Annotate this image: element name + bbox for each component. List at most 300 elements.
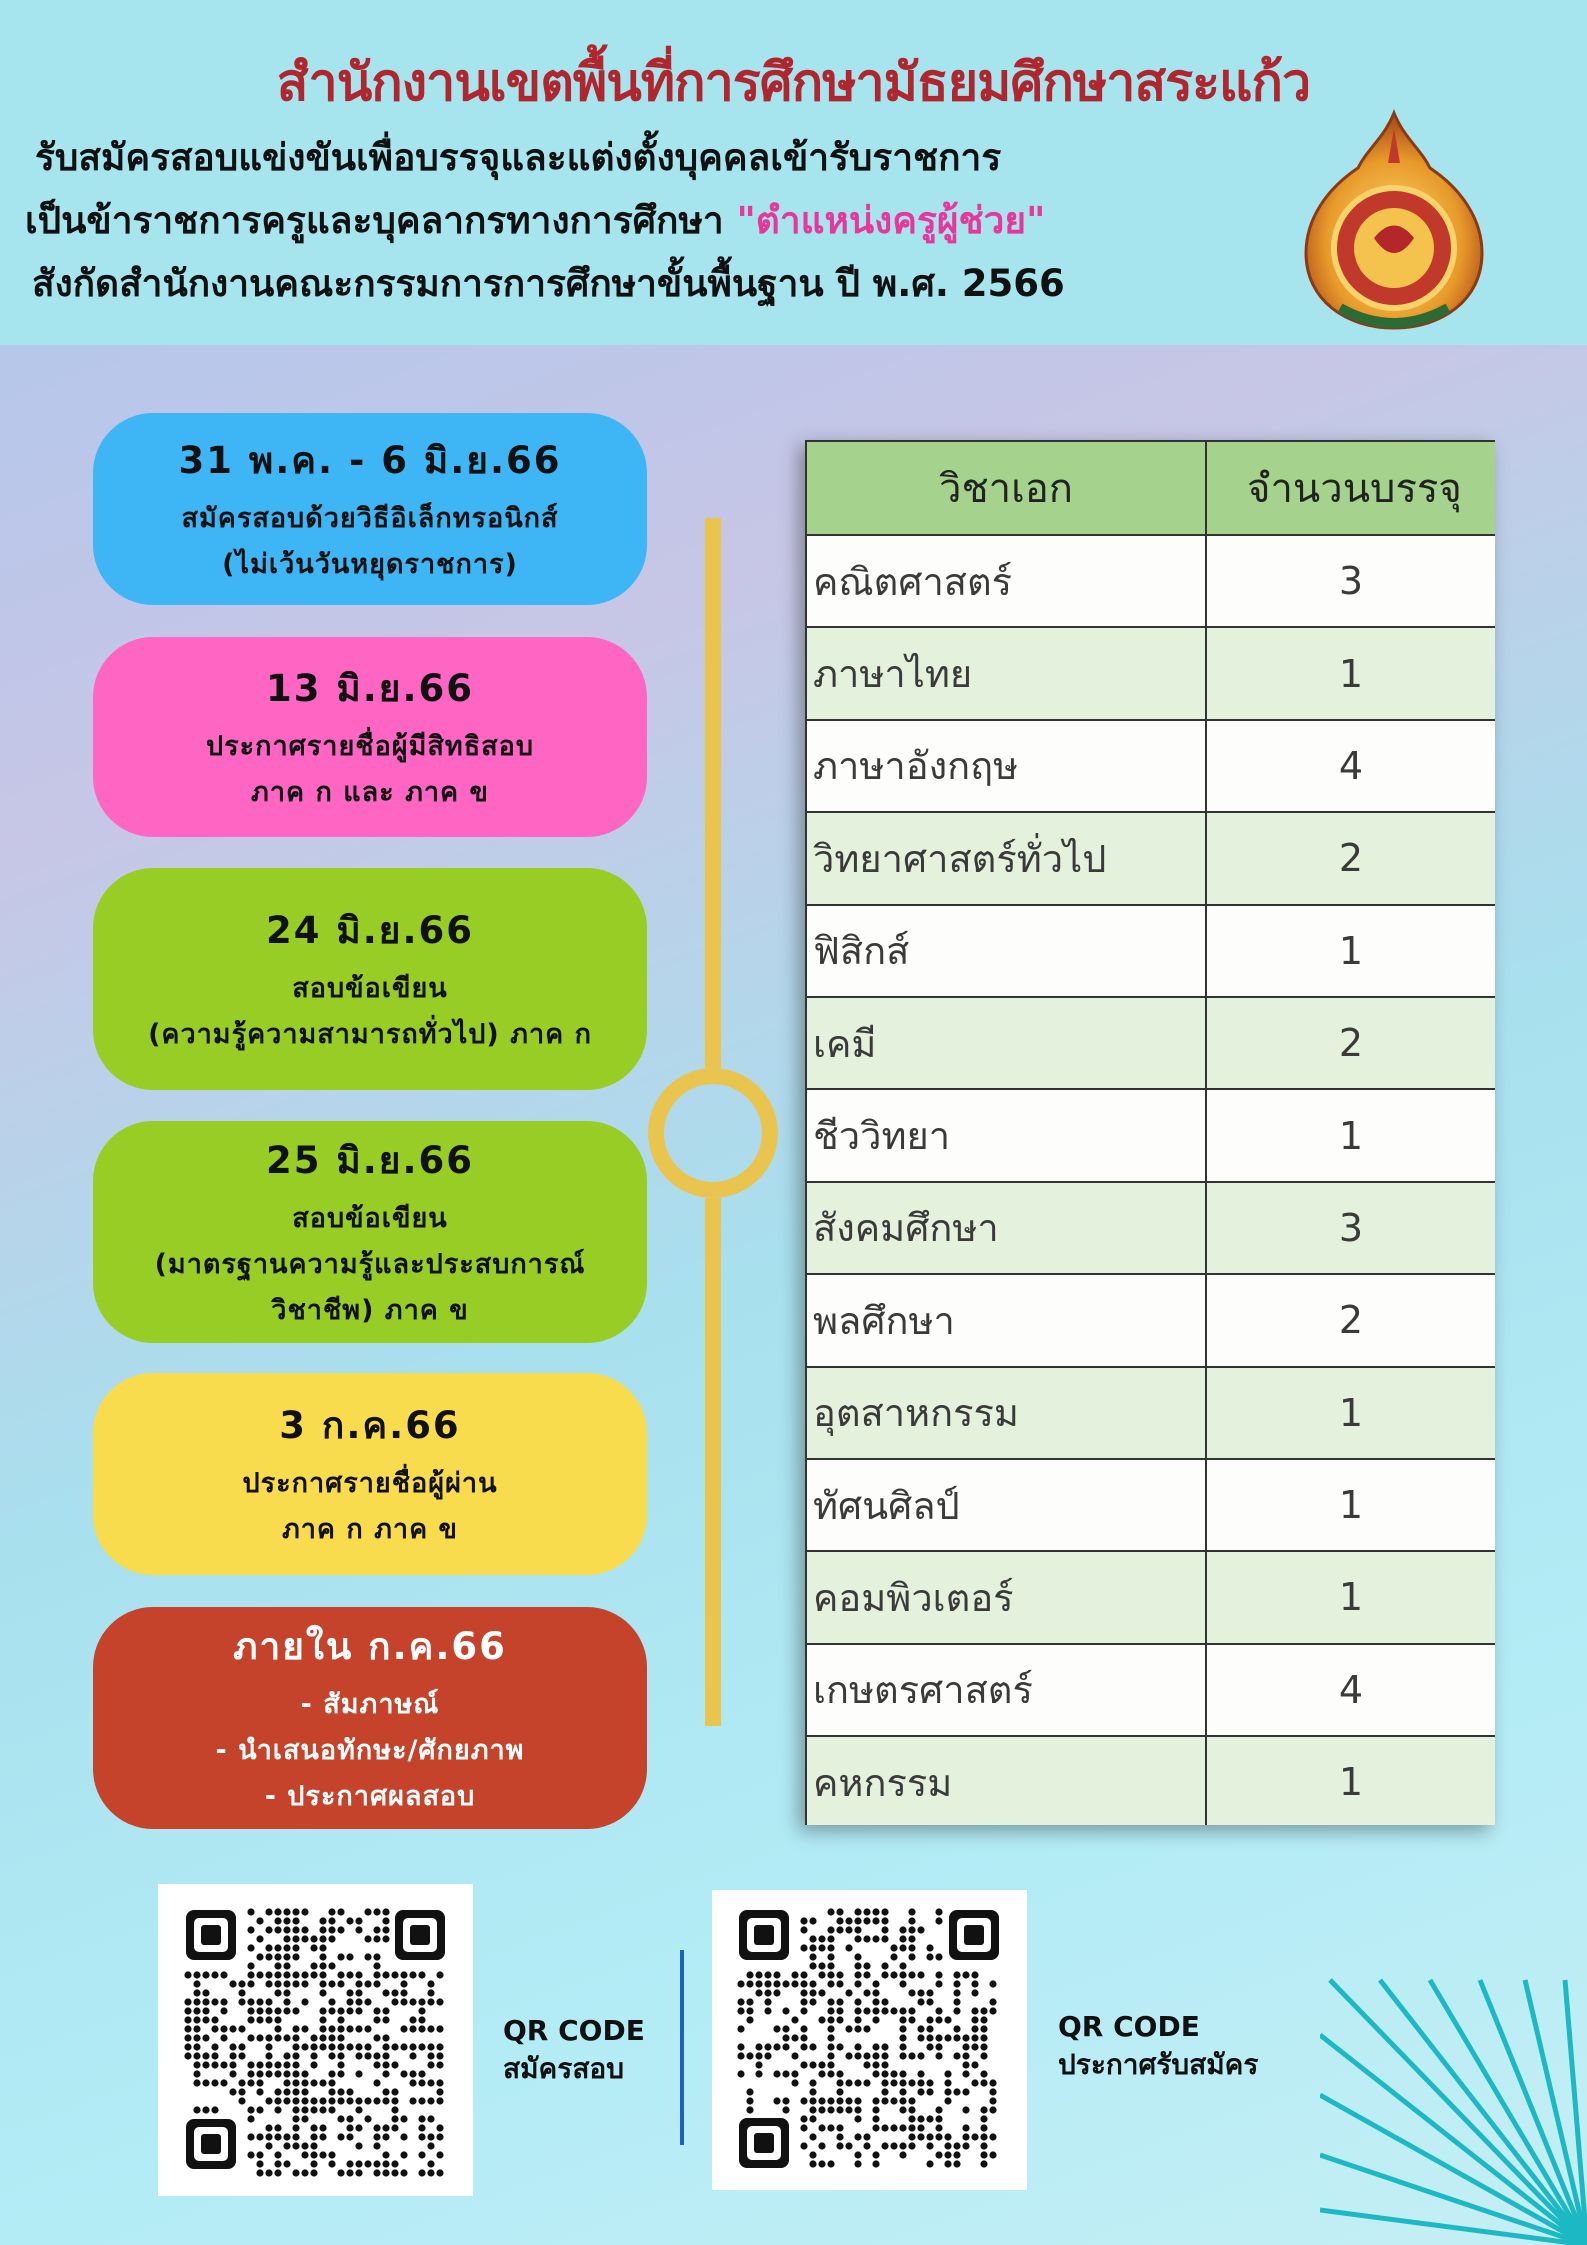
- qr-module: [899, 1962, 906, 1969]
- qr-module: [265, 2124, 272, 2131]
- qr-module: [737, 1980, 744, 1987]
- qr-module: [247, 2151, 254, 2158]
- qr-module: [953, 1971, 960, 1978]
- qr-module: [962, 2061, 969, 2068]
- qr-module: [292, 2124, 299, 2131]
- qr-module: [256, 2160, 263, 2167]
- qr-module: [764, 1989, 771, 1996]
- qr-module: [355, 2070, 362, 2077]
- qr-code-announcement[interactable]: [712, 1890, 1027, 2190]
- qr-module: [854, 1935, 861, 1942]
- qr-module: [953, 2025, 960, 2032]
- qr-module: [827, 1935, 834, 1942]
- qr-module: [355, 2043, 362, 2050]
- qr-module: [908, 1989, 915, 1996]
- qr-module: [193, 2043, 200, 2050]
- qr-module: [274, 2007, 281, 2014]
- qr-module: [436, 2097, 443, 2104]
- qr-module: [382, 1917, 389, 1924]
- qr-module: [845, 2142, 852, 2149]
- qr-module: [211, 1971, 218, 1978]
- qr-code-icon: [158, 1884, 473, 2196]
- qr-module: [436, 2052, 443, 2059]
- qr-module: [773, 2043, 780, 2050]
- qr-module: [310, 2097, 317, 2104]
- qr-module: [256, 2061, 263, 2068]
- qr-module: [917, 2034, 924, 2041]
- timeline-date: 25 มิ.ย.66: [265, 1138, 475, 1182]
- qr-module: [908, 2133, 915, 2140]
- qr-module: [274, 2133, 281, 2140]
- qr-module: [917, 2052, 924, 2059]
- qr-module: [337, 2052, 344, 2059]
- count-cell: 2: [1206, 812, 1495, 904]
- qr-module: [899, 1980, 906, 1987]
- qr-module: [854, 2097, 861, 2104]
- count-cell: 1: [1206, 1551, 1495, 1643]
- subject-cell: อุตสาหกรรม: [806, 1367, 1206, 1459]
- qr-module: [418, 2025, 425, 2032]
- qr-module: [409, 2079, 416, 2086]
- qr-module: [274, 1971, 281, 1978]
- timeline-text: (ไม่เว้นวันหยุดราชการ): [222, 548, 518, 580]
- qr-module: [908, 2115, 915, 2122]
- qr-module: [980, 2070, 987, 2077]
- qr-module: [346, 2124, 353, 2131]
- qr-module: [427, 1980, 434, 1987]
- timeline-item: [93, 868, 647, 1090]
- qr-module: [935, 1917, 942, 1924]
- qr-module: [845, 2097, 852, 2104]
- qr-module: [310, 2052, 317, 2059]
- qr-module: [319, 2124, 326, 2131]
- qr-module: [926, 1998, 933, 2005]
- qr-module: [292, 1944, 299, 1951]
- qr-module: [962, 2142, 969, 2149]
- qr-module: [238, 1998, 245, 2005]
- qr-module: [292, 1935, 299, 1942]
- timeline-text: - นำเสนอทักษะ/ศักยภาพ: [215, 1734, 525, 1766]
- qr-module: [935, 2052, 942, 2059]
- qr-module: [989, 2133, 996, 2140]
- qr-module: [827, 1998, 834, 2005]
- qr-module: [211, 2025, 218, 2032]
- qr-module: [854, 1908, 861, 1915]
- qr-module: [809, 1935, 816, 1942]
- qr-module: [755, 2052, 762, 2059]
- qr-module: [310, 1971, 317, 1978]
- qr-module: [980, 2043, 987, 2050]
- qr-module: [229, 2070, 236, 2077]
- qr-module: [364, 1935, 371, 1942]
- qr-module: [283, 1962, 290, 1969]
- qr-code-apply[interactable]: [158, 1884, 473, 2196]
- qr-module: [827, 2106, 834, 2113]
- qr-module: [980, 2007, 987, 2014]
- qr-module: [364, 1980, 371, 1987]
- qr-module: [800, 2025, 807, 2032]
- qr-module: [328, 2160, 335, 2167]
- qr-module: [935, 2106, 942, 2113]
- qr-title: QR CODE: [1058, 2010, 1200, 2043]
- qr-module: [418, 2133, 425, 2140]
- qr-module: [436, 1971, 443, 1978]
- qr-module: [373, 2097, 380, 2104]
- qr-module: [238, 2043, 245, 2050]
- subject-cell: ชีววิทยา: [806, 1089, 1206, 1181]
- qr-module: [283, 1971, 290, 1978]
- qr-module: [202, 1989, 209, 1996]
- qr-module: [355, 2142, 362, 2149]
- qr-module: [283, 2007, 290, 2014]
- qr-module: [818, 1944, 825, 1951]
- qr-module: [337, 2025, 344, 2032]
- qr-module: [220, 2025, 227, 2032]
- qr-module: [863, 2061, 870, 2068]
- qr-module: [202, 2052, 209, 2059]
- qr-module: [283, 2070, 290, 2077]
- qr-module: [301, 2070, 308, 2077]
- qr-module: [881, 1971, 888, 1978]
- qr-module: [836, 2007, 843, 2014]
- qr-module: [292, 1980, 299, 1987]
- qr-module: [836, 2097, 843, 2104]
- qr-module: [863, 1971, 870, 1978]
- qr-module: [881, 2142, 888, 2149]
- qr-module: [301, 2043, 308, 2050]
- qr-module: [782, 2106, 789, 2113]
- qr-module: [238, 2079, 245, 2086]
- qr-module: [400, 1971, 407, 1978]
- qr-module: [818, 2142, 825, 2149]
- qr-module: [346, 2025, 353, 2032]
- qr-module: [872, 1935, 879, 1942]
- qr-module: [301, 2079, 308, 2086]
- qr-module: [953, 1980, 960, 1987]
- qr-module: [809, 2106, 816, 2113]
- qr-module: [220, 2061, 227, 2068]
- table-row: [806, 720, 1495, 812]
- timeline-text: สอบข้อเขียน: [292, 1202, 448, 1234]
- qr-module: [292, 1926, 299, 1933]
- qr-module: [881, 1998, 888, 2005]
- table-row: [806, 1089, 1495, 1181]
- qr-module: [872, 2007, 879, 2014]
- qr-module: [184, 2043, 191, 2050]
- qr-module: [836, 2016, 843, 2023]
- qr-module: [773, 1971, 780, 1978]
- qr-module: [382, 1989, 389, 1996]
- qr-module: [256, 2070, 263, 2077]
- qr-module: [319, 2079, 326, 2086]
- qr-module: [980, 2151, 987, 2158]
- qr-module: [409, 2043, 416, 2050]
- qr-module: [917, 2070, 924, 2077]
- qr-module: [881, 1962, 888, 1969]
- qr-module: [283, 2061, 290, 2068]
- qr-module: [791, 1971, 798, 1978]
- qr-module: [818, 1971, 825, 1978]
- qr-module: [220, 2079, 227, 2086]
- qr-module: [382, 1971, 389, 1978]
- qr-module: [854, 2007, 861, 2014]
- timeline-text: สอบข้อเขียน: [292, 972, 448, 1004]
- qr-module: [436, 1998, 443, 2005]
- qr-module: [427, 2142, 434, 2149]
- qr-module: [301, 1935, 308, 1942]
- qr-module: [355, 1989, 362, 1996]
- qr-module: [926, 1989, 933, 1996]
- qr-module: [337, 1953, 344, 1960]
- qr-module: [301, 2169, 308, 2176]
- qr-module: [409, 2016, 416, 2023]
- qr-module: [881, 2043, 888, 2050]
- qr-module: [274, 1989, 281, 1996]
- subtitle-line-2-text: เป็นข้าราชการครูและบุคลากรทางการศึกษา: [25, 199, 737, 242]
- qr-module: [400, 2070, 407, 2077]
- qr-module: [854, 2160, 861, 2167]
- qr-module: [818, 1935, 825, 1942]
- qr-module: [890, 2124, 897, 2131]
- table-row: [806, 997, 1495, 1089]
- qr-module: [373, 2124, 380, 2131]
- qr-module: [319, 2106, 326, 2113]
- qr-module: [917, 2025, 924, 2032]
- qr-module: [436, 2088, 443, 2095]
- qr-module: [346, 2133, 353, 2140]
- qr-module: [899, 2097, 906, 2104]
- qr-module: [319, 1971, 326, 1978]
- qr-module: [211, 2016, 218, 2023]
- qr-module: [301, 2115, 308, 2122]
- qr-module: [418, 2124, 425, 2131]
- qr-module: [962, 1971, 969, 1978]
- qr-module: [310, 2160, 317, 2167]
- qr-module: [265, 2007, 272, 2014]
- qr-module: [382, 2133, 389, 2140]
- timeline-text: วิชาชีพ) ภาค ข: [271, 1294, 469, 1326]
- qr-module: [328, 2052, 335, 2059]
- qr-module: [292, 1917, 299, 1924]
- qr-module: [346, 2088, 353, 2095]
- qr-module: [953, 2052, 960, 2059]
- qr-module: [827, 2061, 834, 2068]
- qr-module: [854, 1917, 861, 1924]
- qr-module: [800, 2007, 807, 2014]
- qr-module: [274, 2088, 281, 2095]
- qr-module: [373, 2160, 380, 2167]
- qr-module: [247, 2133, 254, 2140]
- qr-module: [418, 2097, 425, 2104]
- qr-module: [764, 1998, 771, 2005]
- timeline-text: ภาค ก และ ภาค ข: [251, 776, 489, 808]
- qr-module: [328, 1980, 335, 1987]
- qr-module: [184, 2052, 191, 2059]
- qr-module: [265, 2142, 272, 2149]
- qr-module: [962, 2124, 969, 2131]
- qr-module: [980, 2106, 987, 2113]
- qr-module: [427, 2115, 434, 2122]
- qr-module: [400, 1998, 407, 2005]
- subject-cell: วิทยาศาสตร์ทั่วไป: [806, 812, 1206, 904]
- qr-module: [247, 1908, 254, 1915]
- qr-module: [247, 1944, 254, 1951]
- qr-module: [310, 2106, 317, 2113]
- qr-module: [256, 1998, 263, 2005]
- qr-module: [328, 1998, 335, 2005]
- qr-module: [301, 1998, 308, 2005]
- qr-module: [373, 2034, 380, 2041]
- qr-module: [274, 2034, 281, 2041]
- table-row: [806, 535, 1495, 627]
- qr-module: [292, 1971, 299, 1978]
- qr-module: [881, 1935, 888, 1942]
- qr-module: [238, 2052, 245, 2059]
- qr-module: [827, 2016, 834, 2023]
- qr-module: [283, 1989, 290, 1996]
- qr-module: [755, 1980, 762, 1987]
- qr-module: [427, 2043, 434, 2050]
- qr-module: [346, 2169, 353, 2176]
- qr-module: [283, 2142, 290, 2149]
- qr-module: [782, 2034, 789, 2041]
- qr-module: [827, 1926, 834, 1933]
- qr-module: [854, 2115, 861, 2122]
- qr-module: [256, 2088, 263, 2095]
- qr-module: [256, 2034, 263, 2041]
- qr-module: [809, 2079, 816, 2086]
- qr-module: [193, 2016, 200, 2023]
- qr-module: [899, 2142, 906, 2149]
- qr-module: [944, 2097, 951, 2104]
- qr-module: [238, 1980, 245, 1987]
- subject-cell: คหกรรม: [806, 1736, 1206, 1825]
- qr-module: [827, 2034, 834, 2041]
- qr-module: [337, 2061, 344, 2068]
- qr-module: [764, 2043, 771, 2050]
- qr-module: [265, 1908, 272, 1915]
- table-row: [806, 627, 1495, 719]
- qr-module: [863, 2142, 870, 2149]
- qr-module: [301, 1926, 308, 1933]
- qr-module: [926, 1944, 933, 1951]
- qr-module: [337, 2088, 344, 2095]
- qr-module: [980, 2016, 987, 2023]
- qr-module: [184, 1971, 191, 1978]
- qr-module: [962, 2106, 969, 2113]
- qr-module: [836, 1926, 843, 1933]
- qr-module: [755, 1989, 762, 1996]
- qr-module: [193, 2070, 200, 2077]
- qr-module: [373, 1935, 380, 1942]
- qr-module: [436, 2061, 443, 2068]
- qr-module: [292, 1953, 299, 1960]
- qr-module: [310, 1935, 317, 1942]
- qr-module: [373, 2061, 380, 2068]
- qr-module: [337, 2097, 344, 2104]
- qr-module: [382, 2043, 389, 2050]
- qr-module: [247, 2106, 254, 2113]
- qr-module: [355, 1917, 362, 1924]
- qr-module: [211, 1998, 218, 2005]
- qr-module: [373, 1971, 380, 1978]
- qr-module: [247, 2016, 254, 2023]
- column-header-count: จำนวนบรรจุ: [1206, 441, 1495, 535]
- qr-module: [382, 2034, 389, 2041]
- qr-module: [382, 2052, 389, 2059]
- qr-module: [863, 2133, 870, 2140]
- qr-module: [427, 2061, 434, 2068]
- qr-module: [373, 2052, 380, 2059]
- qr-module: [782, 2043, 789, 2050]
- qr-module: [283, 2079, 290, 2086]
- qr-module: [836, 2142, 843, 2149]
- qr-module: [247, 1980, 254, 1987]
- qr-module: [746, 2052, 753, 2059]
- qr-module: [890, 2142, 897, 2149]
- qr-module: [247, 1971, 254, 1978]
- qr-module: [917, 2079, 924, 2086]
- qr-module: [827, 2052, 834, 2059]
- qr-module: [809, 1953, 816, 1960]
- qr-module: [845, 2079, 852, 2086]
- qr-module: [346, 1971, 353, 1978]
- qr-module: [382, 2088, 389, 2095]
- qr-module: [418, 2169, 425, 2176]
- qr-module: [800, 1944, 807, 1951]
- qr-module: [863, 1935, 870, 1942]
- qr-module: [872, 1980, 879, 1987]
- count-cell: 1: [1206, 1367, 1495, 1459]
- qr-module: [773, 2070, 780, 2077]
- qr-module: [247, 2007, 254, 2014]
- qr-module: [184, 2007, 191, 2014]
- qr-module: [427, 2169, 434, 2176]
- qr-module: [355, 2106, 362, 2113]
- timeline-text: ภาค ก ภาค ข: [281, 1513, 459, 1545]
- qr-module: [791, 2079, 798, 2086]
- qr-module: [247, 2070, 254, 2077]
- qr-module: [193, 2061, 200, 2068]
- qr-module: [944, 2151, 951, 2158]
- qr-module: [355, 2169, 362, 2176]
- qr-module: [292, 2052, 299, 2059]
- qr-module: [337, 2133, 344, 2140]
- qr-module: [301, 1971, 308, 1978]
- qr-module: [809, 1917, 816, 1924]
- qr-module: [346, 2043, 353, 2050]
- qr-module: [346, 2115, 353, 2122]
- qr-module: [908, 1944, 915, 1951]
- qr-module: [800, 1980, 807, 1987]
- subtitle-line-2: [25, 191, 1045, 250]
- timeline-line-lower: [705, 1198, 721, 1726]
- table-row: [806, 1551, 1495, 1643]
- qr-module: [193, 1980, 200, 1987]
- qr-module: [935, 2043, 942, 2050]
- qr-module: [382, 2016, 389, 2023]
- qr-module: [337, 1971, 344, 1978]
- qr-module: [265, 2169, 272, 2176]
- qr-module: [926, 2133, 933, 2140]
- qr-module: [364, 1908, 371, 1915]
- qr-module: [827, 1980, 834, 1987]
- qr-module: [265, 2070, 272, 2077]
- qr-module: [274, 1926, 281, 1933]
- qr-module: [809, 2097, 816, 2104]
- qr-module: [836, 2079, 843, 2086]
- qr-module: [962, 2070, 969, 2077]
